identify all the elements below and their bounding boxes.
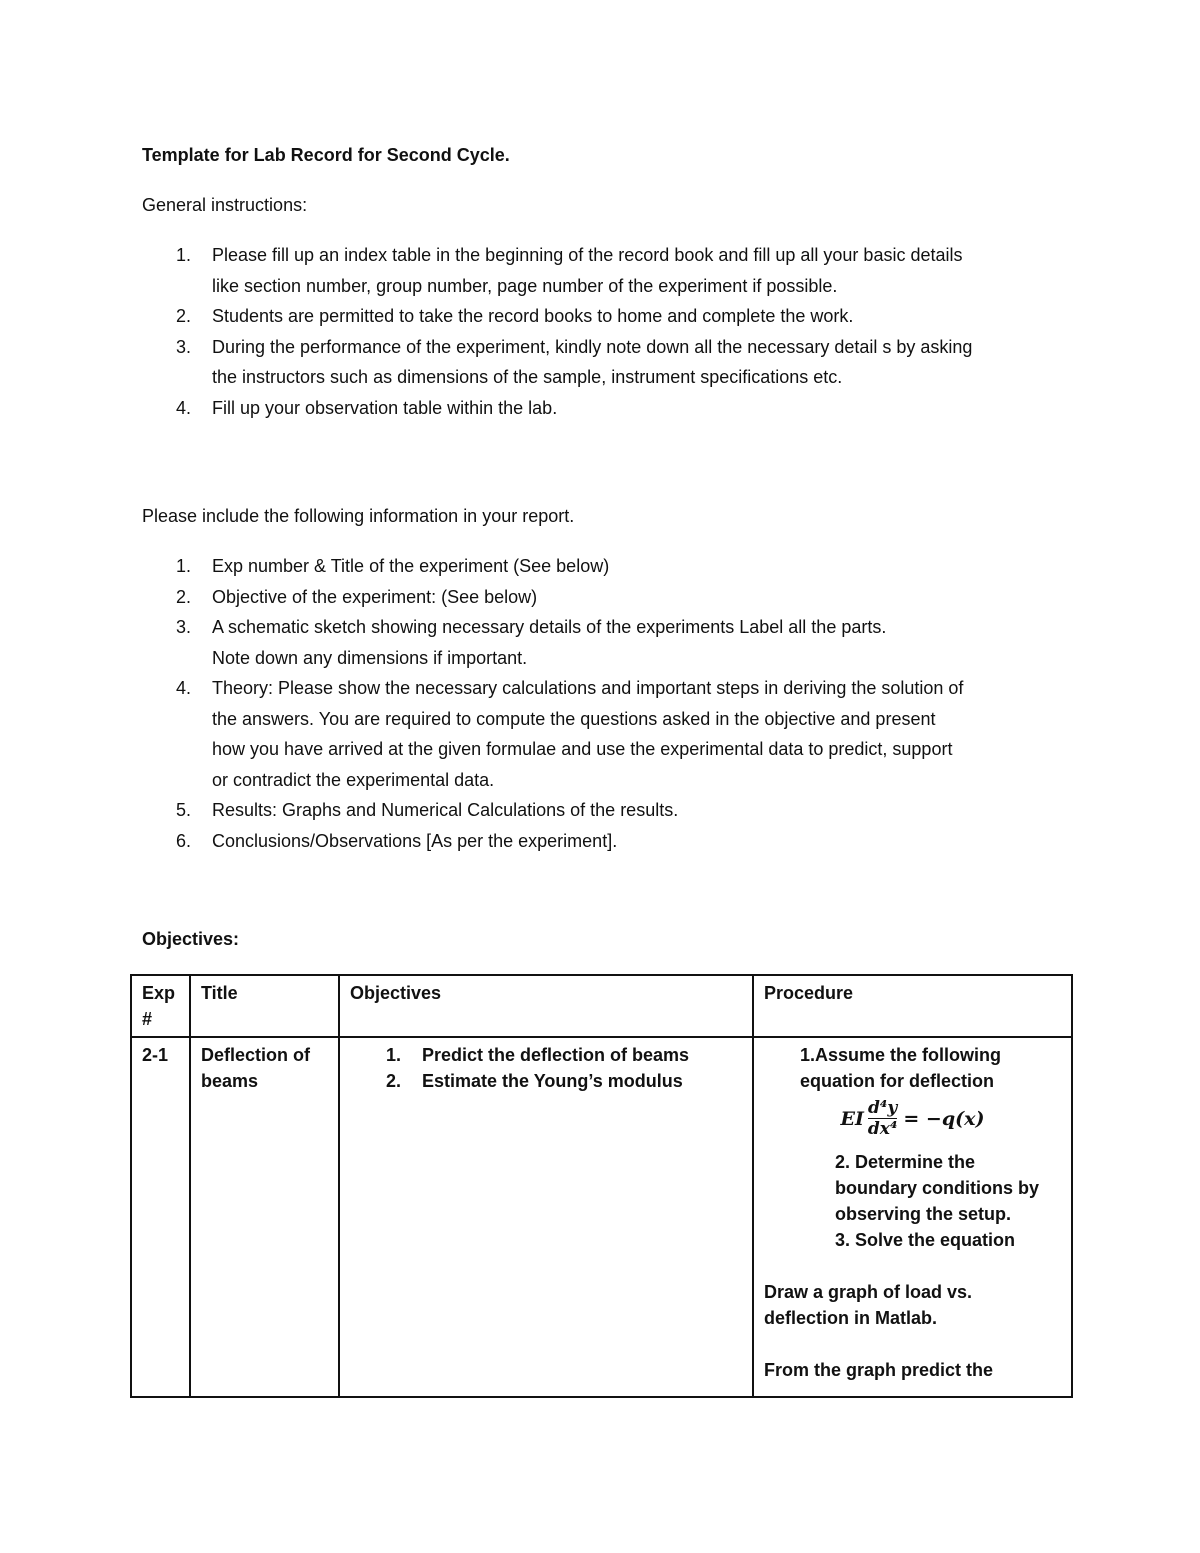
procedure-graph: Draw a graph of load vs. deflection in Matlab. [764,1282,973,1328]
list-item: 2. Estimate the Young’s modulus [386,1071,683,1091]
cell-objectives [339,1037,753,1397]
header-title: Title [190,975,339,1037]
cell-procedure [753,1037,1072,1397]
objectives-list [350,1042,742,1094]
list-item: 6. Conclusions/Observations [As per the experiment]. [176,830,618,851]
procedure-step-2: 2. Determine the boundary conditions by observing the setup. [835,1152,1040,1224]
header-procedure: Procedure [753,975,1072,1037]
list-item: 2. Objective of the experiment: (See below) [176,586,538,607]
objectives-heading: Objectives: [142,929,240,949]
table-row [131,1037,1072,1397]
cell-title: Deflection of beams [190,1037,339,1397]
objectives-table [130,974,1073,1398]
list-item: 3. A schematic sketch showing necessary details of the experiments Label all the parts. Note down any dimensions if important. [176,617,887,668]
equation-fraction: $\frac{\text{d⁴y}}{\text{dx⁴}}$ [867,1098,898,1139]
header-objectives: Objectives [339,975,753,1037]
list-item: 1. Exp number & Title of the experiment (See below) [176,556,610,576]
list-item: 1. Predict the deflection of beams [386,1045,690,1065]
list-item: 2. Students are permitted to take the record books to home and complete the work. [176,306,854,326]
list-item: 5. Results: Graphs and Numerical Calculations of the results. [176,800,679,820]
list-item: 4. Theory: Please show the necessary calculations and important steps in deriving the solution of the answers. You are required to compute the questions asked in the objective and present how you have arrived at the given formulae and use the experimental data to predict, support or contradict the experimental data. [176,678,964,790]
deflection-equation: EI $\frac{\text{d⁴y}}{\text{dx⁴}}$ = −q(x) [840,1098,985,1139]
list-item: 4. Fill up your observation table within the lab. [176,397,558,418]
include-info-list [142,551,1072,856]
procedure-step-1: 1.Assume the following equation for deflection [800,1045,1002,1091]
header-exp: Exp # [131,975,190,1037]
general-instructions-list [142,240,1072,423]
list-item: 1. Please fill up an index table in the beginning of the record book and fill up all your basic details like section number, group number, page number of the experiment if possible. [176,245,963,296]
table-header-row [131,975,1072,1037]
list-item: 3. During the performance of the experiment, kindly note down all the necessary detail s by asking the instructors such as dimensions of the sample, instrument specifications etc. [176,336,973,387]
procedure-step-3: 3. Solve the equation [835,1230,1016,1250]
include-info-heading: Please include the following information in your report. [142,506,575,526]
procedure-predict: From the graph predict the [764,1360,994,1380]
general-instructions-heading: General instructions: [142,195,308,215]
cell-exp: 2-1 [131,1037,190,1397]
document-title: Template for Lab Record for Second Cycle. [142,145,510,165]
